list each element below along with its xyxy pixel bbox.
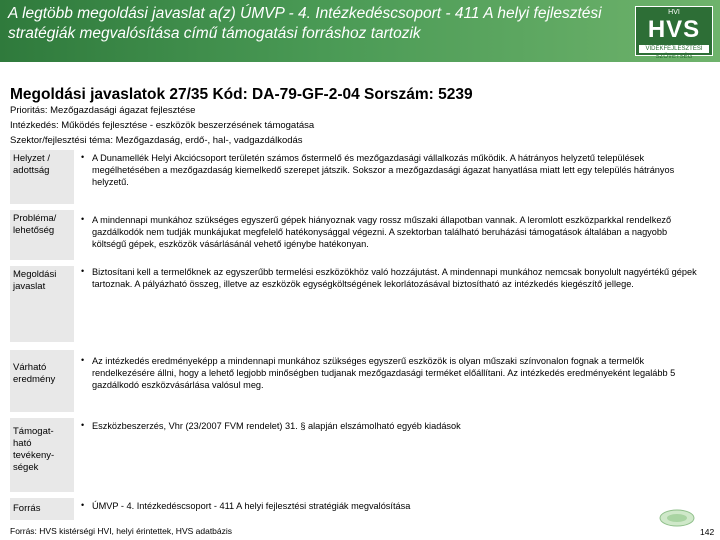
row-bullet: •	[81, 266, 85, 276]
row-text-solution: Biztosítani kell a termelőknek az egyszerűbb termelési eszközökhöz való hozzájutást. A mindennapi munkához nemcsak bonyolult nagyértékű gépek tartoznak. A pályázható összeg, illetve az eszközök egységköltségének lekorlátozásával biztosítható az intézkedés kiegészítő jellege.	[92, 267, 697, 289]
header-banner	[0, 0, 720, 62]
row-text-problem: A mindennapi munkához szükséges egyszerű gépek hiányoznak vagy rossz műszaki állapotban vannak. A leromlott eszközparkkal rendelkező gazdálkodók nem tudják munkájukat megfelelő hatékonysággal végezni. A szektorban található beruházási támogatások általában a nagyobb költségű gépek, eszközök vásárlásánál vehető igénybe hatékonyan.	[92, 215, 672, 249]
hvs-logo	[635, 6, 713, 60]
header-title: A legtöbb megoldási javaslat a(z) ÚMVP - 4. Intézkedéscsoport - 411 A helyi fejlesztési stratégiák megvalósítása című támogatási forráshoz tartozik	[8, 5, 602, 42]
row-bullet: •	[81, 420, 85, 430]
row-bullet: •	[81, 152, 85, 162]
logo-main-text: HVS	[647, 16, 701, 43]
row-text-expected-result: Az intézkedés eredményeképp a mindennapi munkához szükséges egyszerű eszközök is olyan műszaki színvonalon fognak a termelők rendelkezésére állni, hogy a lehető legjobb minőségben tudjanak mezőgazdasági terméket előállítani. Az intézkedés eredményeként legalább 5 gazdálkodó eszközvásárlása valósul meg.	[92, 356, 676, 390]
logo-bottom-text: VIDÉKFEJLESZTÉSI SZÖVETSÉG	[639, 45, 709, 53]
row-bullet: •	[81, 500, 85, 510]
row-label-supportable-activities: Támogat-ható tevékeny-ségek	[10, 418, 74, 492]
footer-logo-icon	[658, 508, 696, 528]
row-label-expected-result: Várható eredmény	[10, 350, 74, 412]
page-heading: Megoldási javaslatok 27/35 Kód: DA-79-GF-2-04 Sorszám: 5239	[10, 86, 473, 103]
page-number: 142	[700, 527, 715, 537]
row-text-supportable-activities: Eszközbeszerzés, Vhr (23/2007 FVM rendelet) 31. § alapján elszámolható egyéb kiadások	[92, 421, 461, 431]
meta-measure: Intézkedés: Működés fejlesztése - eszközök beszerzésének támogatása	[10, 120, 315, 131]
row-text-source: ÚMVP - 4. Intézkedéscsoport - 411 A helyi fejlesztési stratégiák megvalósítása	[92, 501, 411, 511]
row-bullet: •	[81, 214, 85, 224]
row-label-source: Forrás	[10, 498, 74, 520]
logo-top-text: HVI	[668, 9, 680, 16]
row-label-situation: Helyzet / adottság	[10, 150, 74, 204]
footer-source: Forrás: HVS kistérségi HVI, helyi érintettek, HVS adatbázis	[10, 526, 233, 536]
row-label-solution: Megoldási javaslat	[10, 266, 74, 342]
meta-priority: Prioritás: Mezőgazdasági ágazat fejlesztése	[10, 105, 196, 116]
row-label-problem: Probléma/ lehetőség	[10, 210, 74, 260]
row-text-situation: A Dunamellék Helyi Akciócsoport területén számos őstermelő és mezőgazdasági vállalkozás működik. A hátrányos helyzetű települések megélhetésében a mezőgazdaság kiemelkedő szerepet játszik. Sokszor a mezőgazdasági ágazat hanyatlása miatt lett egy település hátrányos helyzetű.	[92, 153, 675, 187]
row-bullet: •	[81, 355, 85, 365]
meta-sector: Szektor/fejlesztési téma: Mezőgazdaság, erdő-, hal-, vadgazdálkodás	[10, 135, 303, 146]
